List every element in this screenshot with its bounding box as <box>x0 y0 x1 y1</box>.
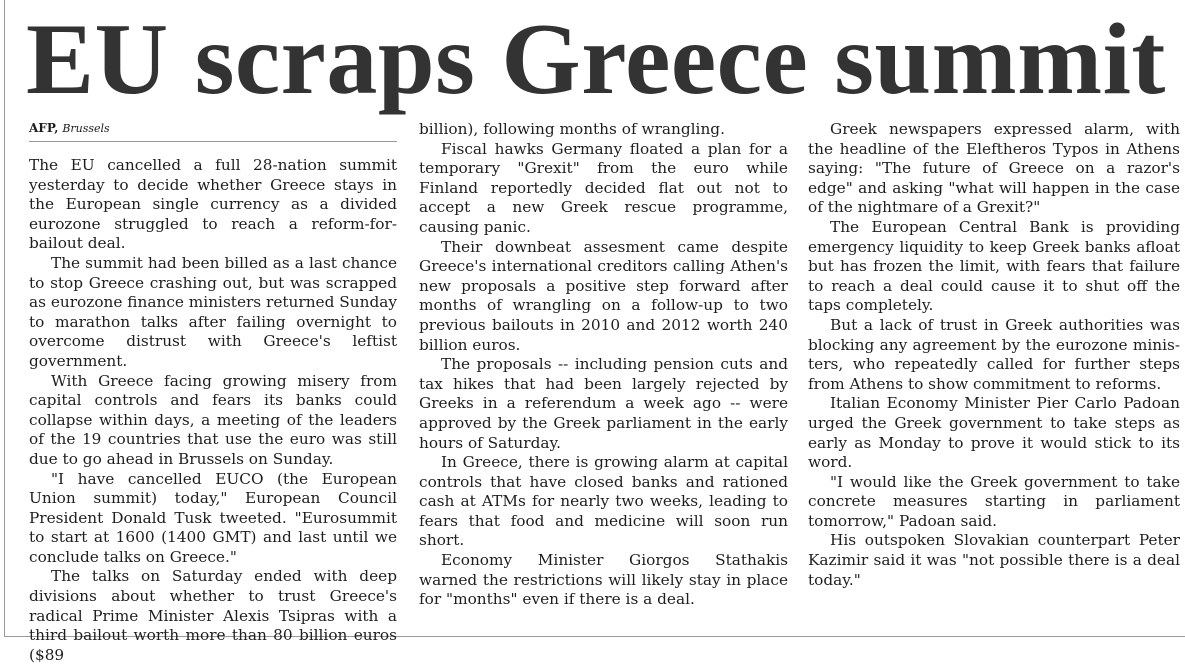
paragraph: The EU cancelled a full 28-nation summit yesterday to decide whether Greece stays in the European single currency as a divided eurozone struggled to reach a reform-for-bailout deal. <box>29 156 397 253</box>
byline-agency: AFP, <box>29 121 59 135</box>
paragraph: The summit had been billed as a last chance to stop Greece crashing out, but was scrapped as eurozone finance ministers returned Sunday to marathon talks after failing overnight to overcome distrust with Greece's leftist government. <box>29 253 397 370</box>
paragraph: billion), following months of wrangling. <box>419 120 725 138</box>
paragraph: His outspoken Slovakian counterpart Peter Kazimir said it was "not possible there is a deal today." <box>808 531 1180 589</box>
article-column-3 <box>808 120 1180 590</box>
paragraph: "I have cancelled EUCO (the European Union summit) today," European Council President Donald Tusk tweeted. "Eurosummit to start at 1600 (1400 GMT) and last until we conclude talks on Greece." <box>29 469 397 566</box>
byline <box>29 120 397 142</box>
paragraph: Economy Minister Giorgos Stathakis warned the restrictions will likely stay in place for "months" even if there is a deal. <box>419 551 788 609</box>
paragraph: Their downbeat assesment came despite Greece's international creditors calling Athen's new proposals a positive step forward after months of wrangling on a follow-up to two previous bailouts in 2010 and 2012 worth 240 billion euros. <box>419 237 788 354</box>
paragraph: In Greece, there is growing alarm at capital controls that have closed banks and rationed cash at ATMs for nearly two weeks, leading to fears that food and medicine will soon run short. <box>419 453 788 550</box>
byline-place: Brussels <box>62 122 110 135</box>
paragraph: Greek newspapers expressed alarm, with the headline of the Eleftheros Typos in Athens saying: "The future of Greece on a razor's edge" and asking "what will happen in the case of the nightmare of a Grexit?" <box>808 120 1180 217</box>
paragraph: But a lack of trust in Greek authorities was blocking any agreement by the eurozone ministers, who repeatedly called for further steps from Athens to show commitment to reforms. <box>808 315 1180 393</box>
paragraph: Italian Economy Minister Pier Carlo Padoan urged the Greek government to take steps as early as Monday to prove it would stick to its word. <box>808 394 1180 472</box>
paragraph: The European Central Bank is providing emergency liquidity to keep Greek banks afloat but has frozen the limit, with fears that failure to reach a deal could cause it to shut off the taps completely. <box>808 217 1180 315</box>
paragraph: The proposals -- including pension cuts and tax hikes that had been largely rejected by Greeks in a referendum a week ago -- were approved by the Greek parliament in the early hours of Saturday. <box>419 355 788 452</box>
article-column-2 <box>419 120 788 610</box>
left-border-rule <box>4 0 5 636</box>
paragraph: The talks on Saturday ended with deep divisions about whether to trust Greece's radical Prime Minister Alexis Tsipras with a third bailout worth more than 80 billion euros ($89 <box>29 567 397 664</box>
headline: EU scraps Greece summit <box>26 3 1166 116</box>
article-column-1 <box>29 120 397 665</box>
paragraph: Fiscal hawks Germany floated a plan for a temporary "Grexit" from the euro while Finland reportedly decided flat out not to accept a new Greek rescue programme, causing panic. <box>419 139 788 236</box>
paragraph: "I would like the Greek government to take concrete measures starting in parliament tomorrow," Padoan said. <box>808 472 1180 530</box>
paragraph: With Greece facing growing misery from capital controls and fears its banks could collapse within days, a meeting of the leaders of the 19 countries that use the euro was still due to go ahead in Brussels on Sunday. <box>29 371 397 468</box>
